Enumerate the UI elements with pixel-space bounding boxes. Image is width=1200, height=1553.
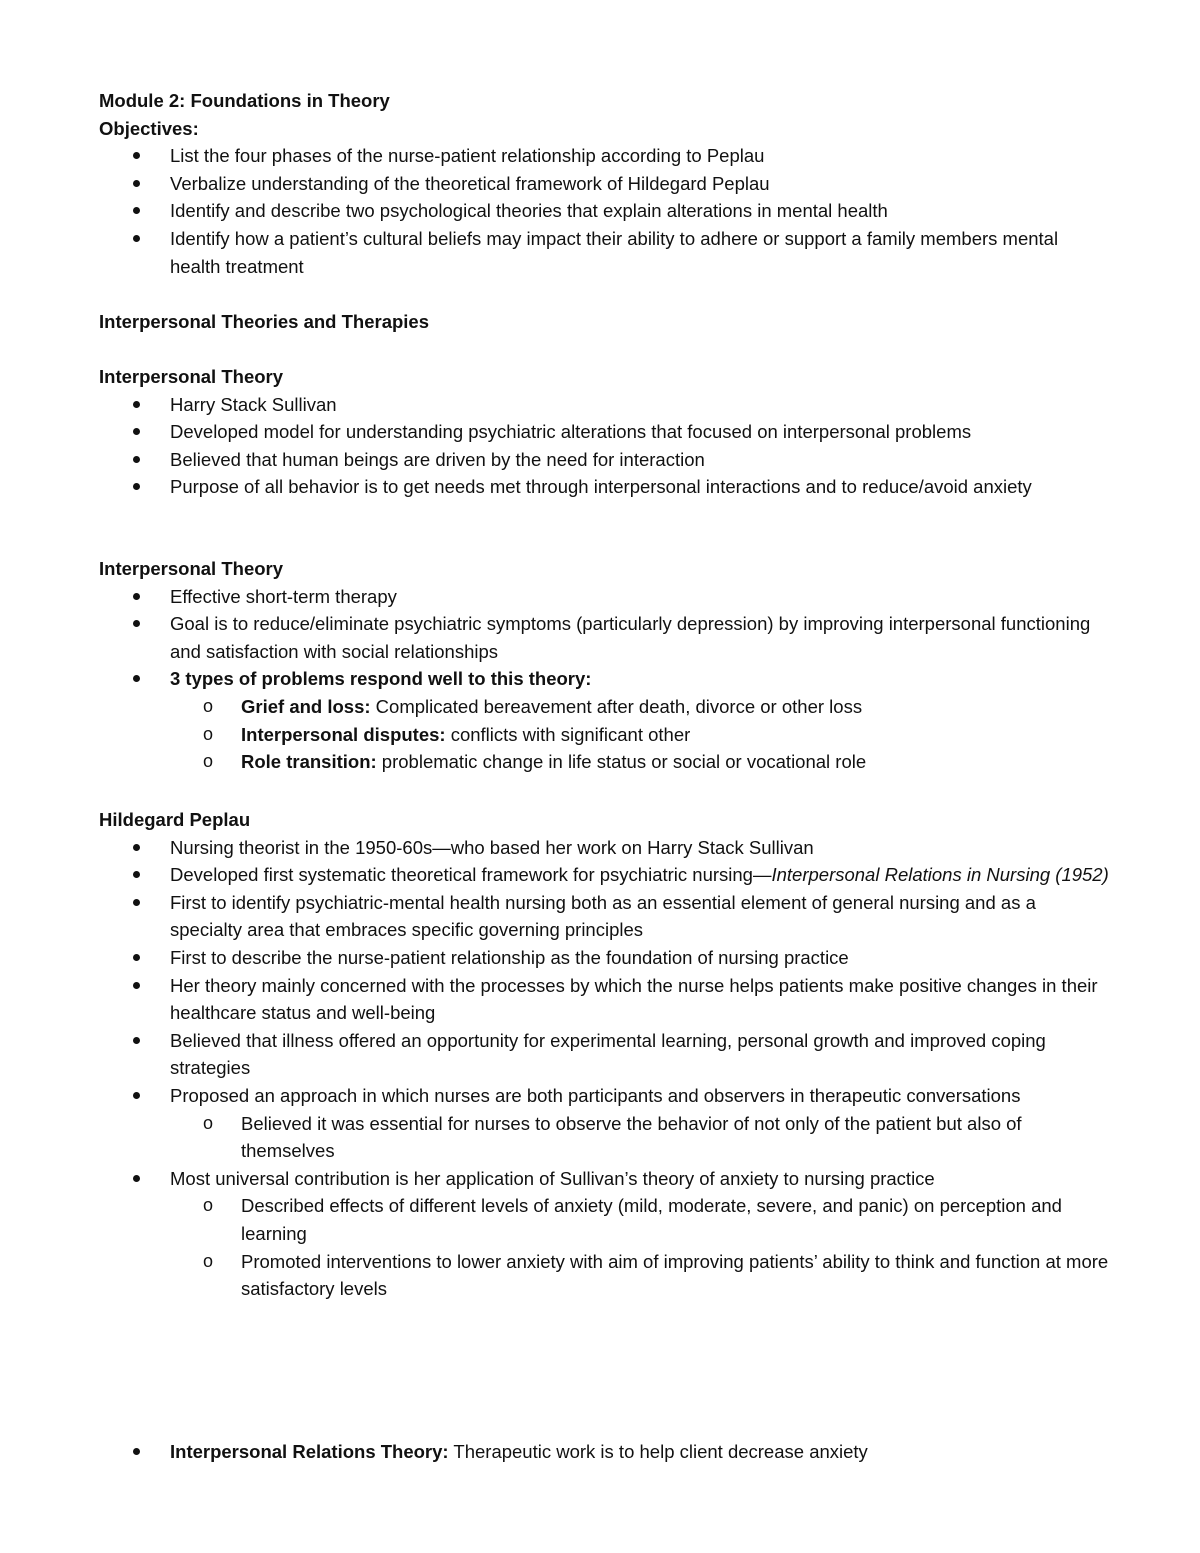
sub-list-item bbox=[170, 748, 1109, 776]
objectives-list bbox=[99, 142, 1109, 280]
section-block bbox=[99, 308, 1109, 336]
term-text: Therapeutic work is to help client decrease anxiety bbox=[448, 1441, 868, 1462]
section-heading: Hildegard Peplau bbox=[99, 809, 251, 830]
interpersonal-theory-2 bbox=[99, 555, 1109, 776]
objectives-heading: Objectives: bbox=[99, 117, 199, 139]
bullet-list bbox=[99, 391, 1109, 501]
book-title: Interpersonal Relations in Nursing (1952) bbox=[771, 864, 1109, 886]
sub-list-item: o Described effects of different levels of anxiety (mild, moderate, severe, and panic) on perception and learning bbox=[170, 1192, 1109, 1247]
problem-label: Interpersonal disputes: bbox=[241, 723, 446, 745]
bullet-list bbox=[99, 834, 1109, 1303]
list-item bbox=[99, 1165, 1109, 1303]
list-item: Harry Stack Sullivan bbox=[99, 391, 1109, 419]
list-item: List the four phases of the nurse-patient relationship according to Peplau bbox=[99, 142, 1109, 170]
sub-list-item: o Believed it was essential for nurses to observe the behavior of not only of the patient but also of themselves bbox=[170, 1110, 1109, 1165]
term-label: Interpersonal Relations Theory: bbox=[170, 1441, 449, 1462]
list-item: Verbalize understanding of the theoretical framework of Hildegard Peplau bbox=[99, 170, 1109, 198]
sub-list bbox=[170, 1110, 1109, 1165]
list-item: Her theory mainly concerned with the processes by which the nurse helps patients make positive changes in their healthcare status and well-being bbox=[99, 972, 1109, 1027]
list-item: Identify how a patient’s cultural beliefs may impact their ability to adhere or support a family members mental health treatment bbox=[99, 225, 1109, 280]
item-text: Developed first systematic theoretical framework for psychiatric nursing— bbox=[170, 864, 772, 886]
list-item: First to identify psychiatric-mental health nursing both as an essential element of general nursing and as a specialty area that embraces specific governing principles bbox=[99, 889, 1109, 944]
list-item: First to describe the nurse-patient relationship as the foundation of nursing practice bbox=[99, 944, 1109, 972]
list-item: Believed that human beings are driven by the need for interaction bbox=[99, 446, 1109, 474]
list-item: Effective short-term therapy bbox=[99, 583, 1109, 611]
sub-list-item: o Promoted interventions to lower anxiety with aim of improving patients’ ability to think and function at more satisfactory levels bbox=[170, 1248, 1109, 1303]
objectives-block bbox=[99, 87, 1109, 280]
list-item: Developed model for understanding psychiatric alterations that focused on interpersonal problems bbox=[99, 418, 1109, 446]
list-item: Believed that illness offered an opportunity for experimental learning, personal growth and improved coping strategies bbox=[99, 1027, 1109, 1082]
list-item bbox=[99, 1438, 1109, 1466]
problems-list bbox=[170, 693, 1109, 776]
sub-list bbox=[170, 1192, 1109, 1302]
list-item bbox=[99, 665, 1109, 775]
item-text: Most universal contribution is her application of Sullivan’s theory of anxiety to nursing practice bbox=[170, 1167, 935, 1189]
bullet-list bbox=[99, 1438, 1109, 1466]
problem-text: conflicts with significant other bbox=[445, 723, 691, 745]
section-heading: Interpersonal Theory bbox=[99, 558, 284, 579]
list-item bbox=[99, 1082, 1109, 1165]
list-item bbox=[99, 861, 1109, 889]
problems-heading: 3 types of problems respond well to this theory: bbox=[170, 668, 592, 690]
interpersonal-theory-1 bbox=[99, 363, 1109, 501]
sub-list-item bbox=[170, 693, 1109, 721]
peplau-block bbox=[99, 806, 1109, 1303]
document-title: Module 2: Foundations in Theory bbox=[99, 90, 390, 111]
problem-text: problematic change in life status or social or vocational role bbox=[376, 751, 867, 773]
problem-label: Role transition: bbox=[241, 751, 377, 773]
sub-list-item bbox=[170, 721, 1109, 749]
item-text: Proposed an approach in which nurses are both participants and observers in therapeutic conversations bbox=[170, 1084, 1021, 1106]
list-item: Identify and describe two psychological theories that explain alterations in mental health bbox=[99, 197, 1109, 225]
section-heading: Interpersonal Theory bbox=[99, 366, 284, 387]
list-item: Goal is to reduce/eliminate psychiatric symptoms (particularly depression) by improving interpersonal functioning and satisfaction with social relationships bbox=[99, 610, 1109, 665]
relations-theory-block bbox=[99, 1438, 1109, 1466]
bullet-list bbox=[99, 583, 1109, 776]
problem-label: Grief and loss: bbox=[241, 695, 371, 717]
list-item: Purpose of all behavior is to get needs met through interpersonal interactions and to reduce/avoid anxiety bbox=[99, 473, 1109, 501]
problem-text: Complicated bereavement after death, divorce or other loss bbox=[370, 695, 863, 717]
section-title: Interpersonal Theories and Therapies bbox=[99, 311, 430, 332]
list-item: Nursing theorist in the 1950-60s—who based her work on Harry Stack Sullivan bbox=[99, 834, 1109, 862]
